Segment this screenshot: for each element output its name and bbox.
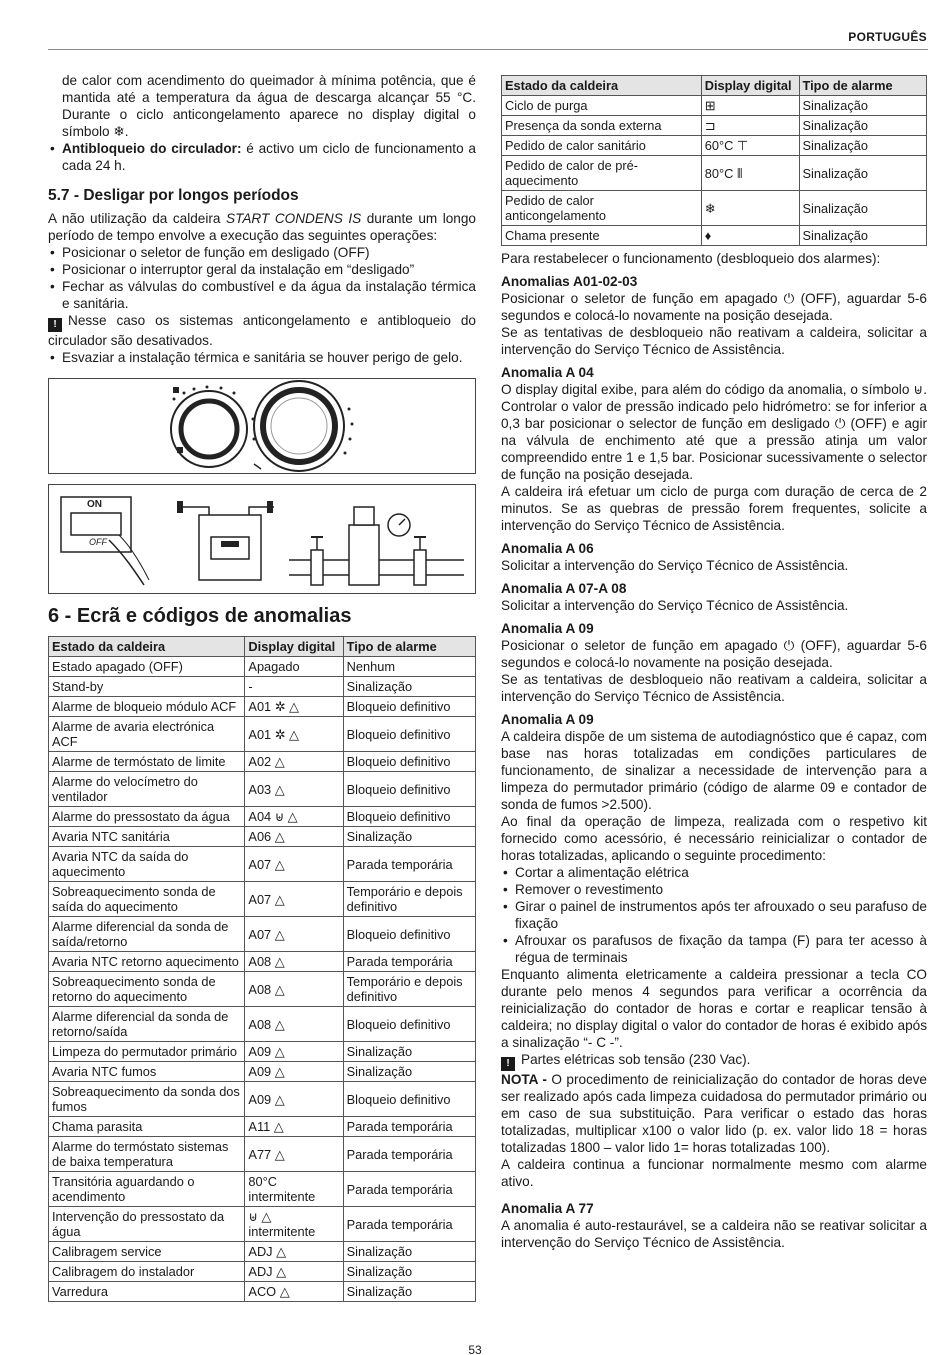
cell-boiler-status: Ciclo de purga [502, 96, 702, 116]
cell-digital-display: - [245, 677, 343, 697]
table-header-row [502, 76, 927, 96]
a04-title: Anomalia A 04 [501, 365, 594, 380]
cell-digital-display: A08 △ [245, 1007, 343, 1042]
cell-alarm-type: Sinalização [799, 226, 927, 246]
table-row [502, 226, 927, 246]
on-label: ON [87, 499, 102, 510]
cell-digital-display: ACO △ [245, 1282, 343, 1302]
cell-alarm-type: Parada temporária [343, 1207, 475, 1242]
cell-alarm-type: Sinalização [799, 191, 927, 226]
section-5-7-intro [48, 210, 476, 244]
table-row [49, 1042, 476, 1062]
list-item: • Esvaziar a instalação térmica e sanitária se houver perigo de gelo. [48, 349, 476, 366]
right-column [501, 75, 927, 1251]
cell-boiler-status: Stand-by [49, 677, 245, 697]
header-language: PORTUGUÊS [848, 30, 927, 44]
table-row [49, 1207, 476, 1242]
a09-title: Anomalia A 09 [501, 621, 594, 636]
cell-digital-display: A09 △ [245, 1062, 343, 1082]
cell-alarm-type: Temporário e depois definitivo [343, 882, 475, 917]
status-display-table [501, 75, 927, 246]
switch-valve-illustration [49, 485, 475, 594]
antiblock-label: Antibloqueio do circulador: [62, 141, 242, 156]
cell-digital-display: A04 ⊎ △ [245, 807, 343, 827]
list-item: • Girar o painel de instrumentos após ter afrouxado o seu parafuso de fixação [501, 898, 927, 932]
cell-alarm-type: Sinalização [799, 136, 927, 156]
cell-digital-display: A77 △ [245, 1137, 343, 1172]
cell-digital-display: A09 △ [245, 1082, 343, 1117]
warning-note [48, 312, 476, 349]
cell-digital-display: ❄ [701, 191, 799, 226]
cell-digital-display: A02 △ [245, 752, 343, 772]
cell-digital-display: Apagado [245, 657, 343, 677]
boiler-control-panel-figure [48, 378, 476, 474]
cell-digital-display: A01 ✲ △ [245, 717, 343, 752]
cell-boiler-status: Alarme do velocímetro do ventilador [49, 772, 245, 807]
a01-paragraph-1: Posicionar o seletor de função em apagado ⏻ (OFF), aguardar 5-6 segundos e colocá-lo novamente na posição desejada. [501, 291, 927, 323]
table-row [49, 1007, 476, 1042]
status-table-body [502, 96, 927, 246]
list-item: • Posicionar o seletor de função em desligado (OFF) [48, 244, 476, 261]
cell-alarm-type: Sinalização [799, 96, 927, 116]
table-row [49, 847, 476, 882]
electrical-warning [501, 1051, 927, 1071]
cell-digital-display: A09 △ [245, 1042, 343, 1062]
table-row [49, 882, 476, 917]
cell-alarm-type: Temporário e depois definitivo [343, 972, 475, 1007]
cell-digital-display: 60°C ⊤ [701, 136, 799, 156]
cell-alarm-type: Parada temporária [343, 952, 475, 972]
cell-boiler-status: Alarme do termóstato sistemas de baixa temperatura [49, 1137, 245, 1172]
off-label: OFF [89, 537, 107, 547]
intro-paragraph: de calor com acendimento do queimador à mínima potência, que é mantida até a temperatura da água de descarga alcançar 55 °C. Durante o ciclo anticongelamento aparece no display digital o símbolo ❄. [62, 73, 476, 139]
table-row [49, 657, 476, 677]
cell-digital-display: A03 △ [245, 772, 343, 807]
warning-text: Nesse caso os sistemas anticongelamento e antibloqueio do circulador são desativados. [48, 313, 476, 348]
table-row [49, 917, 476, 952]
table-row [49, 972, 476, 1007]
cell-alarm-type: Bloqueio definitivo [343, 772, 475, 807]
cell-boiler-status: Chama parasita [49, 1117, 245, 1137]
cell-digital-display: ⊞ [701, 96, 799, 116]
list-item: • Afrouxar os parafusos de fixação da tampa (F) para ter acesso à régua de terminais [501, 932, 927, 966]
antiblock-text: é activo um ciclo de funcionamento a cada 24 h. [62, 141, 476, 173]
a01-title: Anomalias A01-02-03 [501, 274, 638, 289]
table-header-row [49, 637, 476, 657]
table-row [49, 1062, 476, 1082]
column-header: Display digital [245, 637, 343, 657]
cell-alarm-type: Bloqueio definitivo [343, 752, 475, 772]
cell-digital-display: ⊐ [701, 116, 799, 136]
cell-boiler-status: Calibragem do instalador [49, 1262, 245, 1282]
cell-alarm-type: Sinalização [343, 1282, 475, 1302]
anomaly-table-body [49, 657, 476, 1302]
list-item: • Fechar as válvulas do combustível e da água da instalação térmica e sanitária. [48, 278, 476, 312]
a09-paragraph-2: Se as tentativas de desbloqueio não reativam a caldeira, solicitar a intervenção do Serviço Técnico de Assistência. [501, 672, 927, 704]
cell-boiler-status: Transitória aguardando o acendimento [49, 1172, 245, 1207]
cell-alarm-type: Parada temporária [343, 1117, 475, 1137]
table-row [502, 116, 927, 136]
a09-cleaning-paragraph-2: Ao final da operação de limpeza, realizada com o respetivo kit fornecido como acessório, é necessário reinicializar o contador de horas totalizadas, aplicando o seguinte procedimento: [501, 814, 927, 863]
table-row [49, 1172, 476, 1207]
cell-boiler-status: Avaria NTC da saída do aquecimento [49, 847, 245, 882]
cell-alarm-type: Sinalização [799, 156, 927, 191]
cell-alarm-type: Bloqueio definitivo [343, 697, 475, 717]
cell-alarm-type: Sinalização [343, 1262, 475, 1282]
cell-digital-display: A07 △ [245, 847, 343, 882]
control-knobs-illustration [49, 379, 475, 474]
cell-boiler-status: Alarme de bloqueio módulo ACF [49, 697, 245, 717]
cell-boiler-status: Sobreaquecimento sonda de retorno do aquecimento [49, 972, 245, 1007]
page-number: 53 [468, 1343, 482, 1355]
table-row [49, 1262, 476, 1282]
column-header: Tipo de alarme [799, 76, 927, 96]
cell-digital-display: A01 ✲ △ [245, 697, 343, 717]
a07-paragraph-1: Solicitar a intervenção do Serviço Técnico de Assistência. [501, 598, 849, 613]
cell-digital-display: A07 △ [245, 917, 343, 952]
table-row [502, 191, 927, 226]
a07-title: Anomalia A 07-A 08 [501, 581, 627, 596]
table-row [49, 677, 476, 697]
section-5-7-title: 5.7 - Desligar por longos períodos [48, 187, 299, 204]
cell-alarm-type: Bloqueio definitivo [343, 717, 475, 752]
sec57-intro-b: durante um longo período de tempo envolve a execução das seguintes operações: [48, 211, 476, 243]
cell-digital-display: A11 △ [245, 1117, 343, 1137]
electrical-warning-text: Partes elétricas sob tensão (230 Vac). [521, 1052, 751, 1067]
cell-boiler-status: Pedido de calor anticongelamento [502, 191, 702, 226]
cell-digital-display: ⊎ △ intermitente [245, 1207, 343, 1242]
cell-boiler-status: Limpeza do permutador primário [49, 1042, 245, 1062]
a04-paragraph-1: O display digital exibe, para além do código da anomalia, o símbolo ⊎. Controlar o valor de pressão indicado pelo hidrómetro: se for inferior a 0,3 bar posicionar o selector de função em desligado ⏻ (OFF) e agir na válvula de enchimento até que a pressão atinja um valor compreendido entre 1 e 1,5 bar. Posicionar sucessivamente o selector de função na posição desejada. [501, 382, 927, 482]
boiler-model: START CONDENS IS [226, 211, 362, 226]
warning-icon: ! [501, 1057, 515, 1071]
cell-alarm-type: Bloqueio definitivo [343, 807, 475, 827]
list-item: • Posicionar o interruptor geral da instalação em “desligado” [48, 261, 476, 278]
cell-boiler-status: Varredura [49, 1282, 245, 1302]
cell-alarm-type: Bloqueio definitivo [343, 1082, 475, 1117]
cell-alarm-type: Parada temporária [343, 1137, 475, 1172]
cell-alarm-type: Sinalização [343, 1242, 475, 1262]
sec57-intro-a: A não utilização da caldeira [48, 211, 226, 226]
a04-paragraph-2: A caldeira irá efetuar um ciclo de purga com duração de cerca de 2 minutos. Se as quebras de pressão forem frequentes, solicite a intervenção do Serviço Técnico de Assistência. [501, 484, 927, 533]
anomaly-codes-table [48, 636, 476, 1302]
table-row [49, 1117, 476, 1137]
table-row [49, 752, 476, 772]
column-header: Estado da caldeira [49, 637, 245, 657]
antiblock-item [48, 140, 476, 174]
cell-boiler-status: Intervenção do pressostato da água [49, 1207, 245, 1242]
column-header: Tipo de alarme [343, 637, 475, 657]
a09-cleaning-paragraph-3: Enquanto alimenta eletricamente a caldeira pressionar a tecla CO durante pelo menos 4 segundos para verificar a ocorrência da reinicialização do contador de horas e cortar e reaplicar tensão à caldeira; no display digital o valor do contador de horas é exibido após a sinalização “- C -”. [501, 967, 927, 1050]
list-item: • Remover o revestimento [501, 881, 927, 898]
cell-boiler-status: Alarme do pressostato da água [49, 807, 245, 827]
cell-boiler-status: Pedido de calor sanitário [502, 136, 702, 156]
a77-paragraph-1: A anomalia é auto-restaurável, se a caldeira não se reativar solicitar a intervenção do Serviço Técnico de Assistência. [501, 1218, 927, 1250]
cell-alarm-type: Sinalização [343, 677, 475, 697]
table-row [49, 717, 476, 752]
section-6-title: 6 - Ecrã e códigos de anomalias [48, 605, 352, 627]
cell-boiler-status: Avaria NTC fumos [49, 1062, 245, 1082]
table-row [49, 1137, 476, 1172]
cell-digital-display: A08 △ [245, 952, 343, 972]
cell-boiler-status: Avaria NTC sanitária [49, 827, 245, 847]
note-paragraph [501, 1071, 927, 1156]
table-row [49, 952, 476, 972]
cell-digital-display: A06 △ [245, 827, 343, 847]
cell-digital-display: 80°C intermitente [245, 1172, 343, 1207]
a77-title: Anomalia A 77 [501, 1201, 594, 1216]
warning-icon: ! [48, 318, 62, 332]
a09-cleaning-title: Anomalia A 09 [501, 712, 594, 727]
cell-boiler-status: Estado apagado (OFF) [49, 657, 245, 677]
shutdown-procedure-figure [48, 484, 476, 594]
cell-boiler-status: Sobreaquecimento da sonda dos fumos [49, 1082, 245, 1117]
cell-alarm-type: Sinalização [343, 1042, 475, 1062]
a01-paragraph-2: Se as tentativas de desbloqueio não reativam a caldeira, solicitar a intervenção do Serviço Técnico de Assistência. [501, 325, 927, 357]
table-row [502, 156, 927, 191]
a09-cleaning-paragraph-4: A caldeira continua a funcionar normalmente mesmo com alarme ativo. [501, 1157, 927, 1189]
cell-alarm-type: Bloqueio definitivo [343, 917, 475, 952]
table-row [49, 1282, 476, 1302]
cell-boiler-status: Calibragem service [49, 1242, 245, 1262]
cell-alarm-type: Parada temporária [343, 847, 475, 882]
table-row [49, 772, 476, 807]
left-column [48, 72, 476, 1302]
a06-paragraph-1: Solicitar a intervenção do Serviço Técnico de Assistência. [501, 558, 849, 573]
cell-boiler-status: Alarme de termóstato de limite [49, 752, 245, 772]
cell-digital-display: A07 △ [245, 882, 343, 917]
table-row [49, 1082, 476, 1117]
cell-boiler-status: Alarme diferencial da sonda de saída/retorno [49, 917, 245, 952]
a06-title: Anomalia A 06 [501, 541, 594, 556]
table-row [49, 1242, 476, 1262]
cell-boiler-status: Sobreaquecimento sonda de saída do aquecimento [49, 882, 245, 917]
a09-paragraph-1: Posicionar o seletor de função em apagado ⏻ (OFF), aguardar 5-6 segundos e colocá-lo novamente na posição desejada. [501, 638, 927, 670]
cell-boiler-status: Chama presente [502, 226, 702, 246]
table-row [49, 697, 476, 717]
cell-boiler-status: Presença da sonda externa [502, 116, 702, 136]
table-row [49, 827, 476, 847]
a09-cleaning-paragraph-1: A caldeira dispõe de um sistema de autodiagnóstico que é capaz, com base nas horas totalizadas em condições particulares de funcionamento, de sinalizar a necessidade de intervenção para a limpeza do permutador primário (código de alarme 09 e contador de sonda de fumos >2.500). [501, 729, 927, 812]
cell-alarm-type: Sinalização [799, 116, 927, 136]
column-header: Display digital [701, 76, 799, 96]
cell-boiler-status: Alarme de avaria electrónica ACF [49, 717, 245, 752]
list-item: • Cortar a alimentação elétrica [501, 864, 927, 881]
table-row [502, 136, 927, 156]
cell-digital-display: A08 △ [245, 972, 343, 1007]
cell-alarm-type: Sinalização [343, 827, 475, 847]
cell-boiler-status: Avaria NTC retorno aquecimento [49, 952, 245, 972]
note-text: O procedimento de reinicialização do contador de horas deve ser realizado após cada limpeza cuidadosa do permutador primário ou em caso de sua substituição. Para verificar o estado das horas totalizadas, multiplicar x100 o valor lido (p. ex. valor lido 18 = horas totalizadas 1800 – valor lido 1= horas totalizadas 100). [501, 1072, 927, 1155]
cell-digital-display: ADJ △ [245, 1262, 343, 1282]
cell-alarm-type: Nenhum [343, 657, 475, 677]
table-row [502, 96, 927, 116]
cell-digital-display: 80°C ⦀ [701, 156, 799, 191]
header-divider [48, 49, 928, 50]
cell-alarm-type: Sinalização [343, 1062, 475, 1082]
note-label: NOTA - [501, 1072, 547, 1087]
cell-digital-display: ♦ [701, 226, 799, 246]
restore-intro: Para restabelecer o funcionamento (desbloqueio dos alarmes): [501, 251, 881, 266]
cell-boiler-status: Alarme diferencial da sonda de retorno/saída [49, 1007, 245, 1042]
cell-alarm-type: Bloqueio definitivo [343, 1007, 475, 1042]
cell-alarm-type: Parada temporária [343, 1172, 475, 1207]
cell-boiler-status: Pedido de calor de pré-aquecimento [502, 156, 702, 191]
column-header: Estado da caldeira [502, 76, 702, 96]
cell-digital-display: ADJ △ [245, 1242, 343, 1262]
table-row [49, 807, 476, 827]
